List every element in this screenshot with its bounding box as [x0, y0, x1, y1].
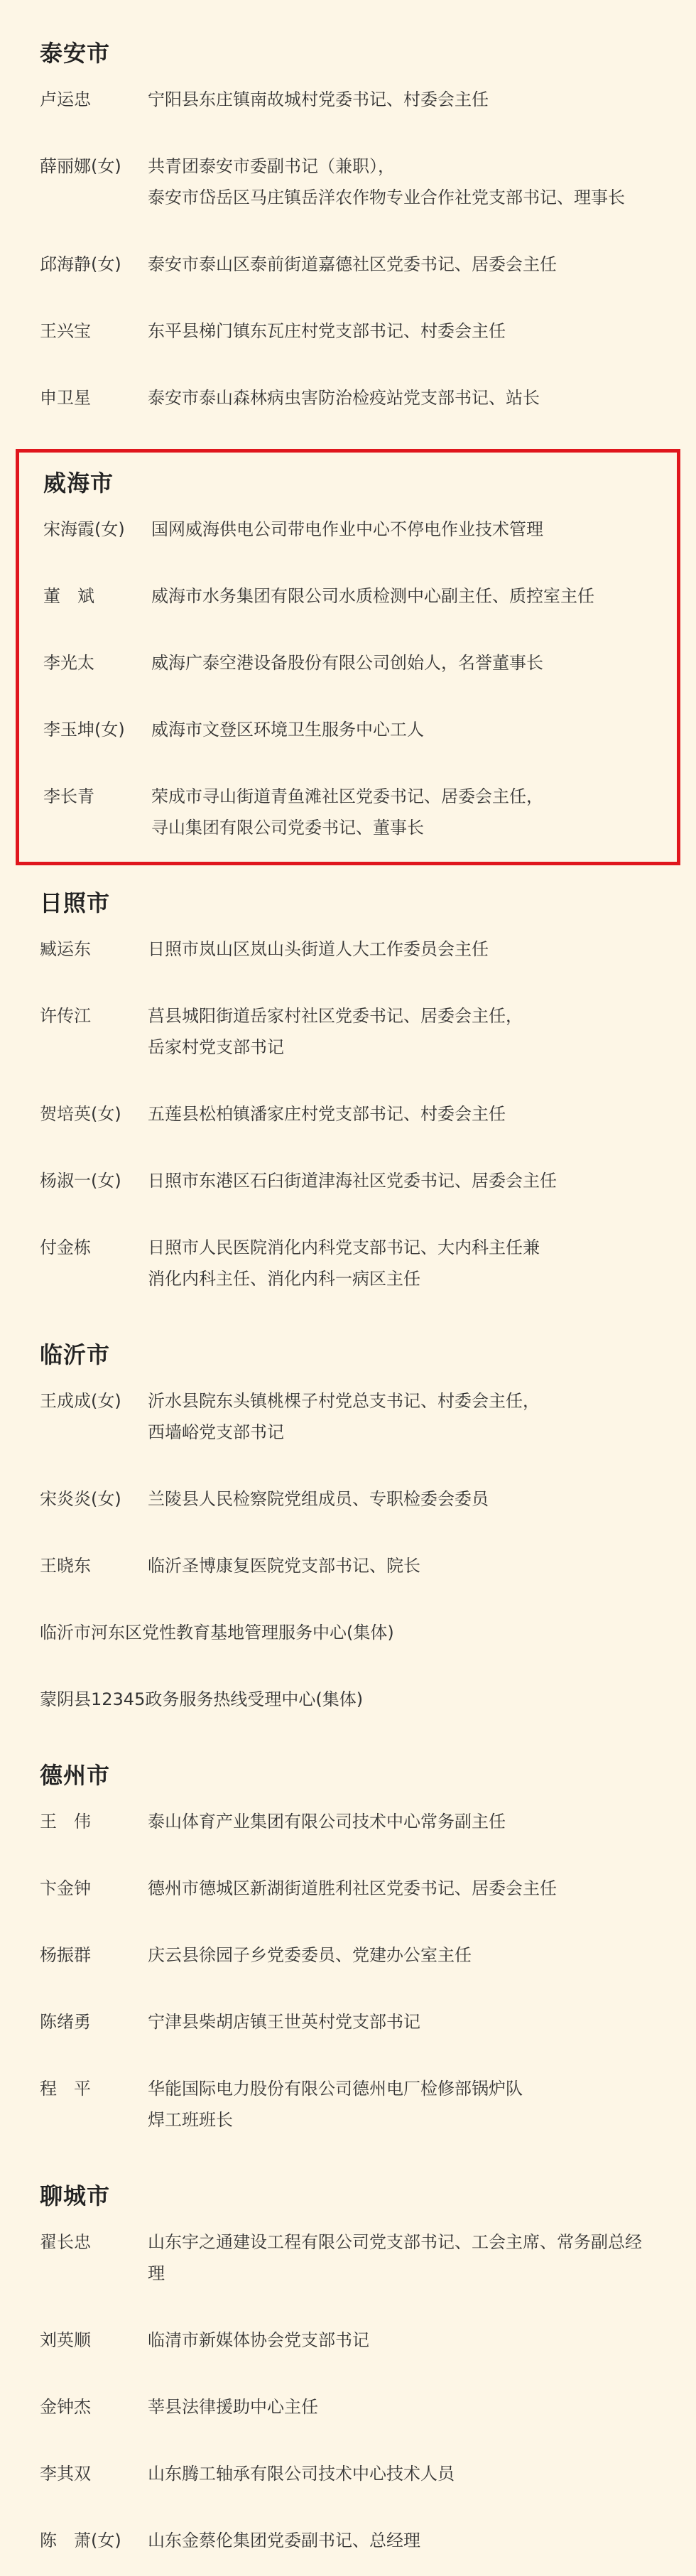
- role-line: 山东金蔡伦集团党委副书记、总经理: [148, 2531, 420, 2550]
- role-line: 威海广泰空港设备股份有限公司创始人，名誉董事长: [151, 653, 543, 673]
- list-item: [40, 1165, 656, 1196]
- role-line: 庆云县徐园子乡党委委员、党建办公室主任: [148, 1945, 472, 1965]
- person-name: 王成成(女): [40, 1391, 121, 1411]
- person-name: 宋炎炎(女): [40, 1489, 121, 1509]
- person-name: 刘英顺: [40, 2330, 91, 2350]
- role-line: 寻山集团有限公司党委书记、董事长: [151, 818, 424, 838]
- person-role: [151, 514, 653, 545]
- person-role: [148, 1232, 656, 1294]
- person-role: [148, 1939, 656, 1971]
- person-role: [148, 1483, 656, 1515]
- list-item: [40, 1939, 656, 1971]
- role-line: 泰安市泰山区泰前街道嘉德社区党委书记、居委会主任: [148, 254, 557, 274]
- person-role: [148, 1385, 656, 1448]
- city-title: 泰安市: [40, 40, 111, 67]
- person-role: [148, 2525, 656, 2556]
- list-item: [40, 1232, 656, 1294]
- list-item: [40, 84, 656, 115]
- person-role: [148, 2458, 656, 2489]
- city-title: 日照市: [40, 889, 111, 916]
- role-line: 宁津县柴胡店镇王世英村党支部书记: [148, 2012, 420, 2032]
- person-name: 董 斌: [43, 586, 94, 606]
- person-role: [148, 2006, 656, 2037]
- person-role: [148, 249, 656, 280]
- list-item: [40, 2458, 656, 2489]
- role-line: 东平县梯门镇东瓦庄村党支部书记、村委会主任: [148, 321, 506, 341]
- person-name: 贺培英(女): [40, 1104, 121, 1124]
- list-item: [40, 2006, 656, 2037]
- list-item: [40, 2073, 656, 2136]
- list-item: [43, 781, 653, 843]
- person-role: [148, 2325, 656, 2356]
- person-role: [148, 84, 656, 115]
- role-line: 泰山体育产业集团有限公司技术中心常务副主任: [148, 1812, 506, 1831]
- person-role: [151, 781, 653, 843]
- person-name: 申卫星: [40, 388, 91, 408]
- role-line: 泰安市岱岳区马庄镇岳洋农作物专业合作社党支部书记、理事长: [148, 188, 625, 207]
- city-section-weihai-highlighted: [16, 449, 680, 865]
- list-item: [40, 2325, 656, 2356]
- list-item: [40, 151, 656, 213]
- list-item: [40, 1098, 656, 1130]
- role-line: 日照市岚山区岚山头街道人大工作委员会主任: [148, 939, 489, 959]
- role-line: 荣成市寻山街道青鱼滩社区党委书记、居委会主任，: [151, 786, 543, 806]
- list-item: [40, 1000, 656, 1063]
- role-line: 泰安市泰山森林病虫害防治检疫站党支部书记、站长: [148, 388, 540, 408]
- list-item: [43, 514, 653, 545]
- list-item: [40, 2391, 656, 2423]
- role-line: 日照市东港区石臼街道津海社区党委书记、居委会主任: [148, 1171, 557, 1191]
- list-item: [40, 1385, 656, 1448]
- person-role: [151, 647, 653, 678]
- person-role: [148, 2073, 656, 2136]
- role-line: 焊工班班长: [148, 2110, 233, 2130]
- role-line: 威海市文登区环境卫生服务中心工人: [151, 720, 424, 740]
- role-line: 西墙峪党支部书记: [148, 1422, 284, 1442]
- person-role: [148, 1165, 656, 1196]
- person-name: 卞金钟: [40, 1878, 91, 1898]
- list-item: [40, 315, 656, 347]
- city-section-linyi: [40, 1330, 656, 1715]
- person-name: 陈 萧(女): [40, 2531, 121, 2550]
- list-item-collective: [40, 1684, 656, 1715]
- list-item: [40, 2525, 656, 2556]
- list-item: [40, 249, 656, 280]
- list-item: [40, 1806, 656, 1837]
- city-section-rizhao: [40, 878, 656, 1294]
- list-item-collective: [40, 1617, 656, 1648]
- person-name: 王 伟: [40, 1812, 91, 1831]
- person-name: 王兴宝: [40, 321, 91, 341]
- person-name: 金钟杰: [40, 2397, 91, 2417]
- person-name: 李玉坤(女): [43, 720, 125, 740]
- list-item: [40, 382, 656, 413]
- person-role: [148, 1098, 656, 1130]
- role-line: 山东腾工轴承有限公司技术中心技术人员: [148, 2464, 455, 2484]
- role-line: 五莲县松柏镇潘家庄村党支部书记、村委会主任: [148, 1104, 506, 1124]
- city-title: 德州市: [40, 1762, 111, 1789]
- role-line: 消化内科主任、消化内科一病区主任: [148, 1269, 420, 1289]
- role-line: 威海市水务集团有限公司水质检测中心副主任、质控室主任: [151, 586, 594, 606]
- role-line: 临清市新媒体协会党支部书记: [148, 2330, 369, 2350]
- city-section-taian: [40, 28, 656, 413]
- person-name: 卢运忠: [40, 90, 91, 109]
- person-role: [148, 1000, 656, 1063]
- city-title: 聊城市: [40, 2182, 111, 2209]
- list-item: [40, 933, 656, 965]
- city-section-dezhou: [40, 1750, 656, 2136]
- collective-name: 蒙阴县12345政务服务热线受理中心(集体): [40, 1689, 364, 1709]
- person-role: [148, 2226, 656, 2289]
- list-item: [40, 1873, 656, 1904]
- city-title: 临沂市: [40, 1341, 111, 1368]
- person-name: 李长青: [43, 786, 94, 806]
- role-line: 沂水县院东头镇桃棵子村党总支书记、村委会主任，: [148, 1391, 540, 1411]
- person-role: [148, 151, 656, 213]
- person-role: [148, 382, 656, 413]
- city-section-liaocheng: [40, 2171, 656, 2556]
- person-name: 宋海霞(女): [43, 519, 125, 539]
- role-line: 兰陵县人民检察院党组成员、专职检委会委员: [148, 1489, 489, 1509]
- person-name: 杨振群: [40, 1945, 91, 1965]
- role-line: 共青团泰安市委副书记（兼职），: [148, 156, 395, 176]
- person-name: 杨淑一(女): [40, 1171, 121, 1191]
- role-line: 岳家村党支部书记: [148, 1037, 284, 1057]
- collective-name: 临沂市河东区党性教育基地管理服务中心(集体): [40, 1623, 394, 1643]
- person-role: [148, 933, 656, 965]
- list-item: [40, 2226, 656, 2289]
- role-line: 宁阳县东庄镇南故城村党委书记、村委会主任: [148, 90, 489, 109]
- person-name: 翟长忠: [40, 2232, 91, 2252]
- list-item: [40, 1550, 656, 1581]
- person-name: 臧运东: [40, 939, 91, 959]
- role-line: 华能国际电力股份有限公司德州电厂检修部锅炉队: [148, 2079, 523, 2099]
- person-name: 王晓东: [40, 1556, 91, 1576]
- person-role: [148, 1806, 656, 1837]
- person-role: [148, 2391, 656, 2423]
- person-role: [148, 315, 656, 347]
- person-name: 李其双: [40, 2464, 91, 2484]
- person-name: 陈绪勇: [40, 2012, 91, 2032]
- role-line: 临沂圣博康复医院党支部书记、院长: [148, 1556, 420, 1576]
- person-name: 薛丽娜(女): [40, 156, 121, 176]
- city-title: 威海市: [43, 470, 114, 497]
- list-item: [40, 1483, 656, 1515]
- role-line: 日照市人民医院消化内科党支部书记、大内科主任兼: [148, 1238, 540, 1257]
- role-line: 莘县法律援助中心主任: [148, 2397, 318, 2417]
- list-item: [43, 647, 653, 678]
- role-line: 山东宇之通建设工程有限公司党支部书记、工会主席、常务副总经理: [148, 2232, 642, 2283]
- person-role: [148, 1873, 656, 1904]
- person-role: [151, 714, 653, 745]
- person-role: [148, 1550, 656, 1581]
- role-line: 德州市德城区新湖街道胜利社区党委书记、居委会主任: [148, 1878, 557, 1898]
- person-name: 李光太: [43, 653, 94, 673]
- person-name: 程 平: [40, 2079, 91, 2099]
- role-line: 国网威海供电公司带电作业中心不停电作业技术管理: [151, 519, 543, 539]
- person-name: 邱海静(女): [40, 254, 121, 274]
- person-name: 付金栋: [40, 1238, 91, 1257]
- list-item: [43, 580, 653, 612]
- person-name: 许传江: [40, 1006, 91, 1026]
- person-role: [151, 580, 653, 612]
- list-item: [43, 714, 653, 745]
- role-line: 莒县城阳街道岳家村社区党委书记、居委会主任，: [148, 1006, 523, 1026]
